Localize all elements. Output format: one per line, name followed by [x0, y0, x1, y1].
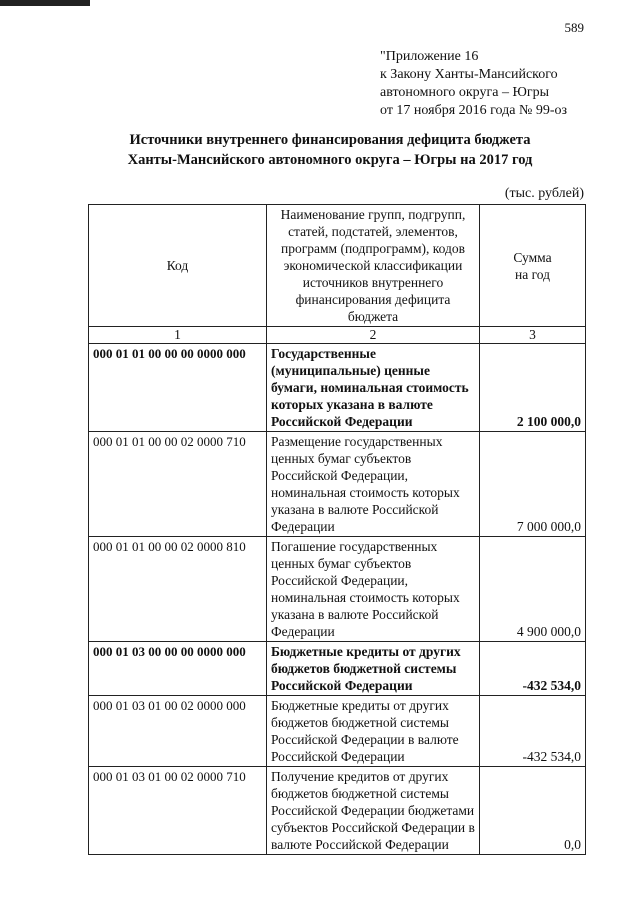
row-name: Получение кредитов от других бюджетов бюджетной системы Российской Федерации бюджетами субъектов Российской Федерации в валюте Российской Федерации [267, 767, 480, 855]
header-amount [480, 205, 586, 327]
row-code: 000 01 01 00 00 02 0000 810 [89, 537, 267, 642]
column-number: 3 [480, 327, 586, 344]
row-name: Размещение государственных ценных бумаг субъектов Российской Федерации, номинальная стоимость которых указана в валюте Российской Федерации [267, 432, 480, 537]
document-title [60, 130, 600, 170]
row-amount: 4 900 000,0 [480, 537, 586, 642]
table-row [89, 537, 586, 642]
row-amount: 7 000 000,0 [480, 432, 586, 537]
appendix-line: "Приложение 16 [380, 49, 479, 64]
header-name: Наименование групп, подгрупп, статей, подстатей, элементов, программ (подпрограмм), кодов экономической классификации источников внутреннего финансирования дефицита бюджета [267, 205, 480, 327]
column-number: 1 [89, 327, 267, 344]
financing-sources-table [88, 204, 586, 855]
row-name: Государственные (муниципальные) ценные бумаги, номинальная стоимость которых указана в валюте Российской Федерации [267, 344, 480, 432]
table-row [89, 432, 586, 537]
header-amount-line: на год [514, 266, 551, 282]
table-row [89, 344, 586, 432]
row-amount: 0,0 [480, 767, 586, 855]
appendix-header [380, 48, 620, 120]
page-number: 589 [564, 20, 584, 35]
table-row [89, 767, 586, 855]
units-label: (тыс. рублей) [504, 186, 584, 201]
row-code: 000 01 03 01 00 02 0000 000 [89, 696, 267, 767]
row-code: 000 01 03 00 00 00 0000 000 [89, 642, 267, 696]
appendix-line: от 17 ноября 2016 года № 99-оз [380, 103, 568, 118]
row-name: Погашение государственных ценных бумаг субъектов Российской Федерации, номинальная стоимость которых указана в валюте Российской Федерации [267, 537, 480, 642]
table-header-row [89, 205, 586, 327]
scan-edge-mark [0, 0, 90, 6]
table-row [89, 696, 586, 767]
row-code: 000 01 01 00 00 00 0000 000 [89, 344, 267, 432]
title-line: Источники внутреннего финансирования дефицита бюджета [129, 132, 531, 148]
row-amount: 2 100 000,0 [480, 344, 586, 432]
row-amount: -432 534,0 [480, 696, 586, 767]
column-number-row [89, 327, 586, 344]
appendix-line: автономного округа – Югры [380, 85, 549, 100]
row-name: Бюджетные кредиты от других бюджетов бюджетной системы Российской Федерации [267, 642, 480, 696]
title-line: Ханты-Мансийского автономного округа – Югры на 2017 год [127, 152, 533, 168]
table-row [89, 642, 586, 696]
row-name: Бюджетные кредиты от других бюджетов бюджетной системы Российской Федерации в валюте Российской Федерации [267, 696, 480, 767]
row-code: 000 01 03 01 00 02 0000 710 [89, 767, 267, 855]
column-number: 2 [267, 327, 480, 344]
row-code: 000 01 01 00 00 02 0000 710 [89, 432, 267, 537]
header-amount-line: Сумма [513, 249, 552, 265]
header-code: Код [89, 205, 267, 327]
appendix-line: к Закону Ханты-Мансийского [380, 67, 558, 82]
row-amount: -432 534,0 [480, 642, 586, 696]
